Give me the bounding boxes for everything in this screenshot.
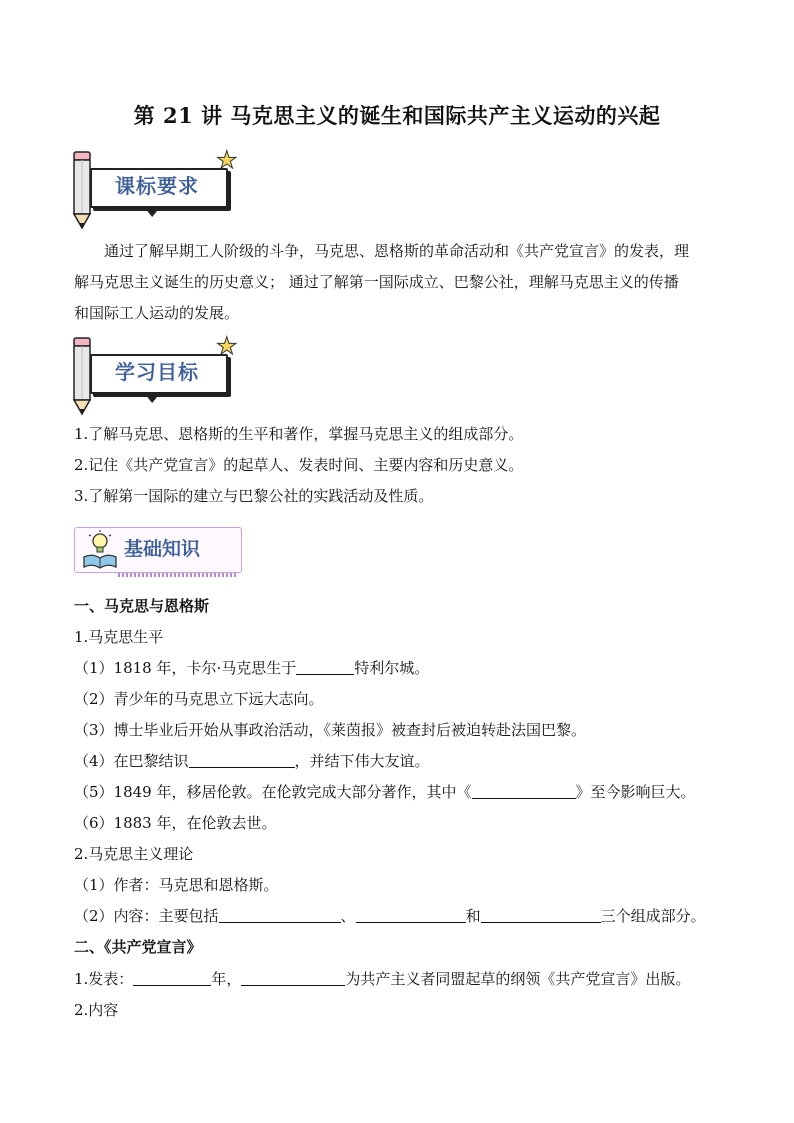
decorative-stripe	[118, 573, 236, 577]
list-item	[74, 906, 706, 926]
curriculum-text	[74, 236, 724, 329]
goal-item: 3.了解第一国际的建立与巴黎公社的实践活动及性质。	[74, 487, 434, 505]
fill-blank[interactable]	[241, 971, 345, 986]
goal-item: 2.记住《共产党宣言》的起草人、发表时间、主要内容和历史意义。	[74, 456, 524, 474]
basics-heading: 基础知识	[124, 538, 201, 560]
goals-banner	[68, 332, 238, 416]
item-text: （1）1818 年，卡尔·马克思生于	[74, 659, 297, 677]
item-text: 1.发表：	[74, 970, 134, 988]
item-text: （5）1849 年，移居伦敦。在伦敦完成大部分著作，其中《	[74, 783, 472, 801]
basics-banner	[74, 527, 244, 579]
item-text: 和	[465, 907, 481, 925]
lightbulb-book-icon	[80, 529, 120, 571]
list-item: （1）作者：马克思和恩格斯。	[74, 876, 279, 894]
fill-blank[interactable]	[356, 908, 466, 923]
fill-blank[interactable]	[472, 784, 576, 799]
item-text: 三个组成部分。	[600, 907, 706, 925]
fill-blank[interactable]	[219, 908, 341, 923]
item-text: （2）内容：主要包括	[74, 907, 219, 925]
fill-blank[interactable]	[189, 753, 295, 768]
curriculum-banner	[68, 146, 238, 230]
list-item: （2）青少年的马克思立下远大志向。	[74, 690, 324, 708]
star-icon: ★	[216, 146, 238, 174]
curriculum-line-2: 解马克思主义诞生的历史意义； 通过了解第一国际成立、巴黎公社，理解马克思主义的传播	[74, 273, 679, 291]
list-item: （6）1883 年，在伦敦去世。	[74, 814, 277, 832]
subheading: 2.马克思主义理论	[74, 845, 194, 863]
item-text: 为共产主义者同盟起草的纲领《共产党宣言》出版。	[345, 970, 691, 988]
subheading: 2.内容	[74, 1001, 119, 1019]
item-text: 年，	[211, 970, 242, 988]
heart-icon: ♥	[146, 205, 159, 221]
list-item	[74, 751, 430, 771]
list-item	[74, 782, 696, 802]
item-text: 特利尔城。	[354, 659, 430, 677]
item-text: 、	[340, 907, 356, 925]
star-icon: ★	[216, 332, 238, 360]
goal-item: 1.了解马克思、恩格斯的生平和著作，掌握马克思主义的组成部分。	[74, 425, 524, 443]
page-title: 第 21 讲 马克思主义的诞生和国际共产主义运动的兴起	[133, 103, 661, 128]
item-text: （4）在巴黎结识	[74, 752, 189, 770]
curriculum-line-3: 和国际工人运动的发展。	[74, 304, 240, 322]
fill-blank[interactable]	[296, 660, 354, 675]
heart-icon: ♥	[146, 391, 159, 407]
list-item	[74, 658, 429, 678]
fill-blank[interactable]	[133, 971, 211, 986]
goals-heading: 学习目标	[115, 360, 199, 384]
fill-blank[interactable]	[481, 908, 601, 923]
section-heading: 一、马克思与恩格斯	[74, 597, 210, 615]
item-text: ，并结下伟大友谊。	[294, 752, 430, 770]
subheading: 1.马克思生平	[74, 628, 164, 646]
section-heading: 二、《共产党宣言》	[74, 938, 202, 956]
list-item	[74, 969, 690, 989]
list-item: （3）博士毕业后开始从事政治活动，《莱茵报》被查封后被迫转赴法国巴黎。	[74, 721, 587, 739]
curriculum-heading: 课标要求	[115, 174, 199, 198]
curriculum-line-1: 通过了解早期工人阶级的斗争，马克思、恩格斯的革命活动和《共产党宣言》的发表，理	[104, 242, 690, 260]
item-text: 》至今影响巨大。	[575, 783, 696, 801]
